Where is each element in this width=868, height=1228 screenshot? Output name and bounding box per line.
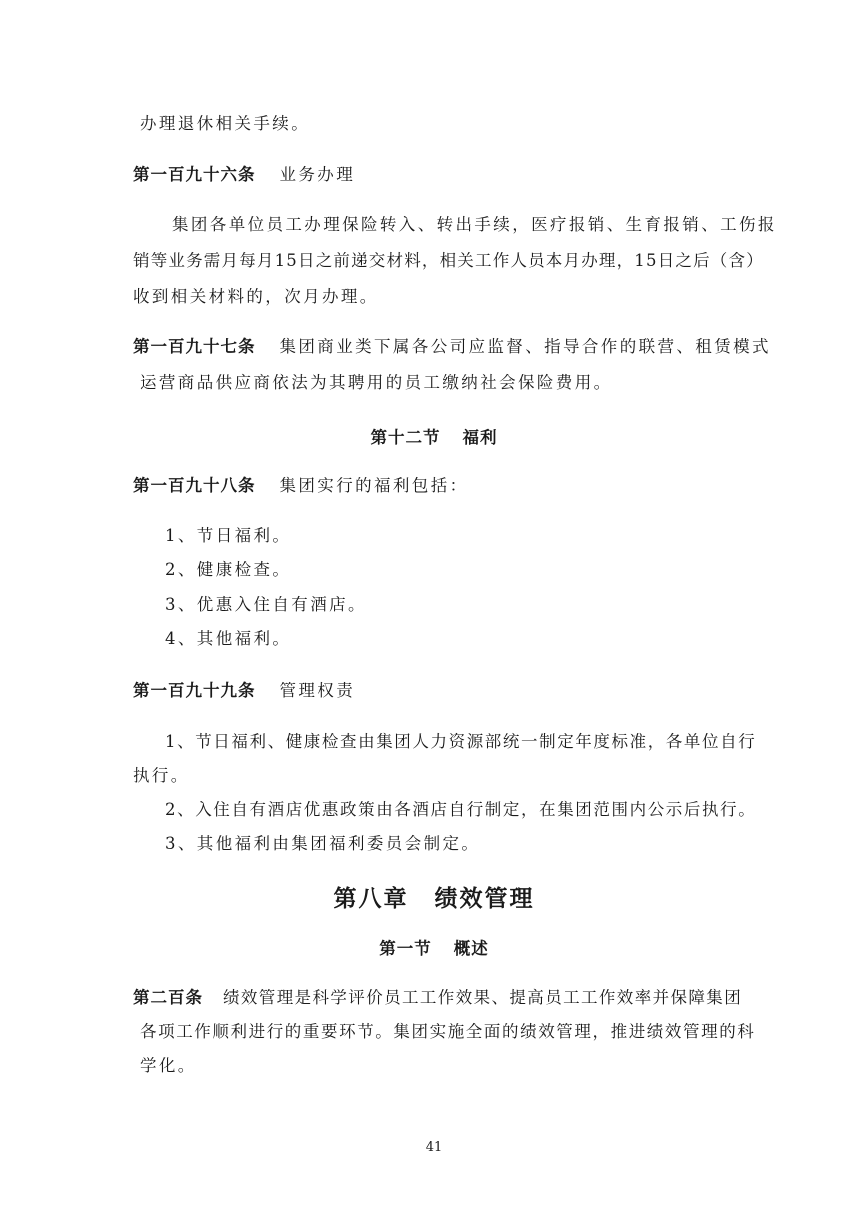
list-item: 3、其他福利由集团福利委员会制定。 <box>165 834 481 853</box>
article-196-heading <box>133 164 355 186</box>
list-item: 2、健康检查。 <box>165 560 292 579</box>
chapter-title: 绩效管理 <box>434 885 535 912</box>
chapter-number: 第八章 <box>333 885 409 912</box>
paragraph-line: 各项工作顺利进行的重要环节。集团实施全面的绩效管理，推进绩效管理的科 <box>140 1022 756 1041</box>
article-title: 管理权责 <box>279 681 356 700</box>
section-1-heading <box>0 935 868 959</box>
paragraph-line: 运营商品供应商依法为其聘用的员工缴纳社会保险费用。 <box>140 373 613 392</box>
section-12-heading <box>0 424 868 448</box>
article-197-heading <box>133 336 771 358</box>
article-text: 集团实行的福利包括： <box>279 476 469 495</box>
section-title: 福利 <box>462 428 498 447</box>
article-number: 第一百九十八条 <box>133 476 256 495</box>
article-number: 第一百九十九条 <box>133 681 256 700</box>
list-item: 执行。 <box>133 766 190 785</box>
paragraph-line: 收到相关材料的，次月办理。 <box>133 287 379 306</box>
article-198-heading <box>133 475 469 497</box>
paragraph-line: 学化。 <box>140 1056 197 1075</box>
article-text: 集团商业类下属各公司应监督、指导合作的联营、租赁模式 <box>279 337 771 356</box>
article-title: 业务办理 <box>279 165 356 184</box>
paragraph-line: 销等业务需月每月15日之前递交材料，相关工作人员本月办理，15日之后（含） <box>133 251 764 270</box>
article-199-heading <box>133 680 355 702</box>
article-text: 绩效管理是科学评价员工工作效果、提高员工工作效率并保障集团 <box>223 988 743 1007</box>
article-number: 第二百条 <box>133 988 203 1007</box>
section-number: 第十二节 <box>370 428 441 447</box>
list-item: 2、入住自有酒店优惠政策由各酒店自行制定，在集团范围内公示后执行。 <box>165 800 757 819</box>
article-200-heading <box>133 987 742 1009</box>
list-item: 3、优惠入住自有酒店。 <box>165 595 367 614</box>
article-number: 第一百九十六条 <box>133 165 256 184</box>
section-number: 第一节 <box>379 939 432 958</box>
list-item: 1、节日福利、健康检查由集团人力资源部统一制定年度标准，各单位自行 <box>165 732 757 751</box>
list-item: 1、节日福利。 <box>165 526 292 545</box>
page-number: 41 <box>425 1140 443 1155</box>
section-title: 概述 <box>453 939 489 958</box>
list-item: 4、其他福利。 <box>165 629 292 648</box>
paragraph-line: 集团各单位员工办理保险转入、转出手续，医疗报销、生育报销、工伤报 <box>172 215 777 234</box>
paragraph-line: 办理退休相关手续。 <box>140 114 311 133</box>
chapter-8-heading <box>0 880 868 913</box>
article-number: 第一百九十七条 <box>133 337 256 356</box>
